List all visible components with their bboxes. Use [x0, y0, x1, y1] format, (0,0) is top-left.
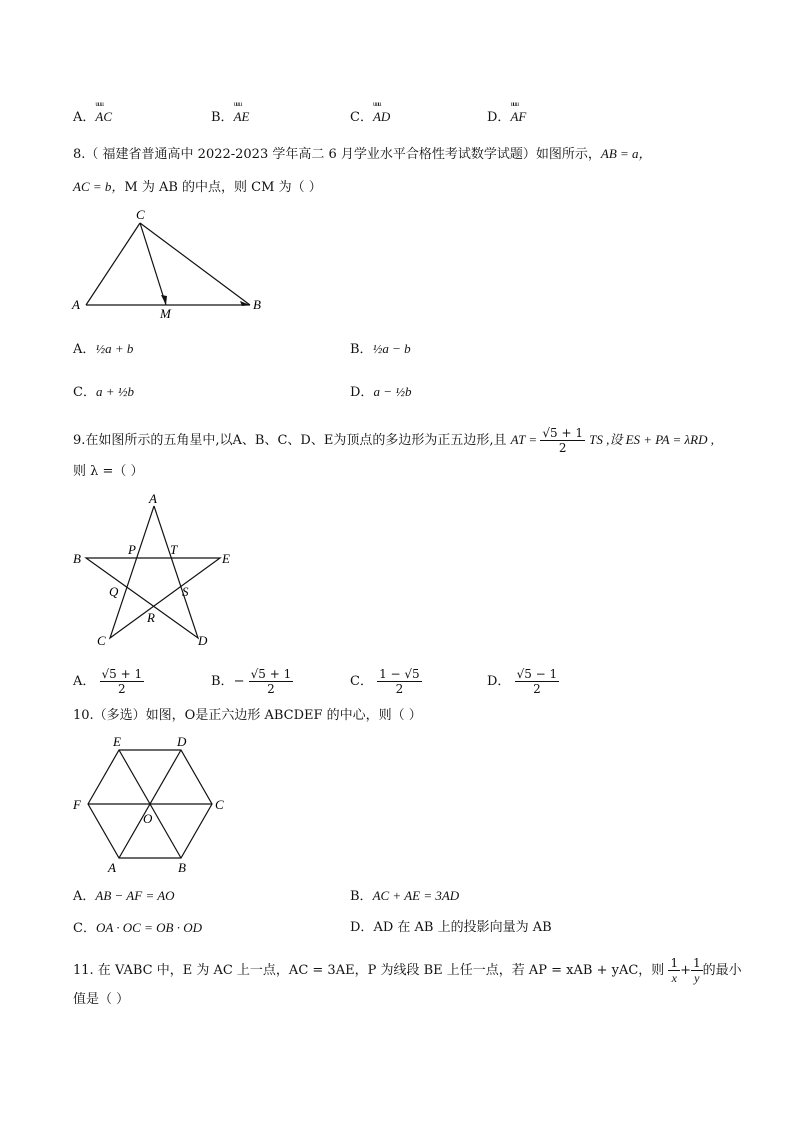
q10-label-c: C: [215, 797, 224, 812]
q10-option-d: D．AD 在 AB 上的投影向量为 AB: [350, 920, 552, 935]
q8-stem-line1: 8.（ 福建省普通高中 2022-2023 学年高二 6 月学业水平合格性考试数学试题）如图所示，AB = a，: [73, 146, 652, 162]
q9-label-b: B: [73, 551, 81, 566]
q9-option-c: C． $\frac{1 - √5}{2}$: [350, 667, 420, 696]
q9-label-r: R: [147, 610, 155, 625]
q10-label-a: A: [108, 860, 116, 875]
q10-label-b: B: [178, 860, 186, 875]
q10-label-o: O: [143, 811, 153, 826]
q9-label-e: E: [222, 551, 230, 566]
q10-label-f: F: [73, 797, 81, 812]
q9-label-d: D: [198, 633, 208, 648]
q10-label-d: D: [177, 734, 187, 749]
q8-option-d: D．a − ½b: [350, 384, 412, 400]
q10-option-c: C．OA · OC = OB · OD: [73, 920, 202, 936]
q10-stem: 10.（多选）如图，O是正六边形 ABCDEF 的中心，则（ ）: [73, 708, 422, 723]
q9-stem-line1: 9.在如图所示的五角星中,以A、B、C、D、E为顶点的多边形为正五边形,且 AT = $\frac{√5 + 1}{2}$ TS ,设 ES + PA = λRD ,: [73, 426, 715, 455]
q9-stem-line2: 则 λ =（ ）: [73, 464, 144, 479]
q9-option-d: D． $\frac{√5 - 1}{2}$: [487, 667, 558, 696]
q9-label-s: S: [182, 584, 189, 599]
q9-label-p: P: [128, 542, 136, 557]
q9-stem-fraction: $\frac{√5 + 1}{2}$: [542, 426, 583, 455]
q7-option-b: B．uuu AE: [211, 108, 249, 127]
q7-option-c: C．uuu AD: [350, 108, 390, 127]
q9-option-a: A． $\frac{√5 + 1}{2}$: [73, 667, 143, 696]
q9-label-t: T: [170, 542, 178, 557]
q9-label-a: A: [149, 492, 157, 506]
q8-label-b: B: [253, 297, 261, 312]
q10-option-a: A．AB − AF = AO: [73, 888, 175, 904]
q8-label-m: M: [160, 306, 171, 321]
q8-option-a: A．½a + b: [73, 341, 134, 357]
q10-option-b: B．AC + AE = 3AD: [350, 888, 460, 904]
q7-option-d: D．uuu AF: [487, 108, 526, 127]
q8-triangle-figure: [70, 205, 270, 325]
q9-star-figure: [70, 492, 240, 652]
q8-stem-line2: AC = b，M 为 AB 的中点，则 CM 为（ ）: [73, 179, 322, 195]
q10-hexagon-figure: [70, 732, 235, 877]
q8-label-a: A: [72, 297, 80, 312]
q8-option-c: C．a + ½b: [73, 384, 134, 400]
q9-label-q: Q: [109, 584, 119, 599]
q8-option-b: B．½a − b: [350, 341, 411, 357]
q8-label-c: C: [136, 207, 145, 222]
q11-stem-line1: 11. 在 VABC 中，E 为 AC 上一点，AC = 3AE，P 为线段 BE 上任一点，若 AP = xAB + yAC，则 $\frac{1}{x}$ + $\frac{1}{y}$ 的最小: [73, 956, 742, 985]
q10-label-e: E: [113, 734, 121, 749]
q9-label-c: C: [97, 633, 106, 648]
q7-option-a: A．uuu AC: [73, 108, 112, 127]
q9-option-b: B．− $\frac{√5 + 1}{2}$: [211, 667, 292, 696]
q11-stem-line2: 值是（ ）: [73, 992, 130, 1007]
